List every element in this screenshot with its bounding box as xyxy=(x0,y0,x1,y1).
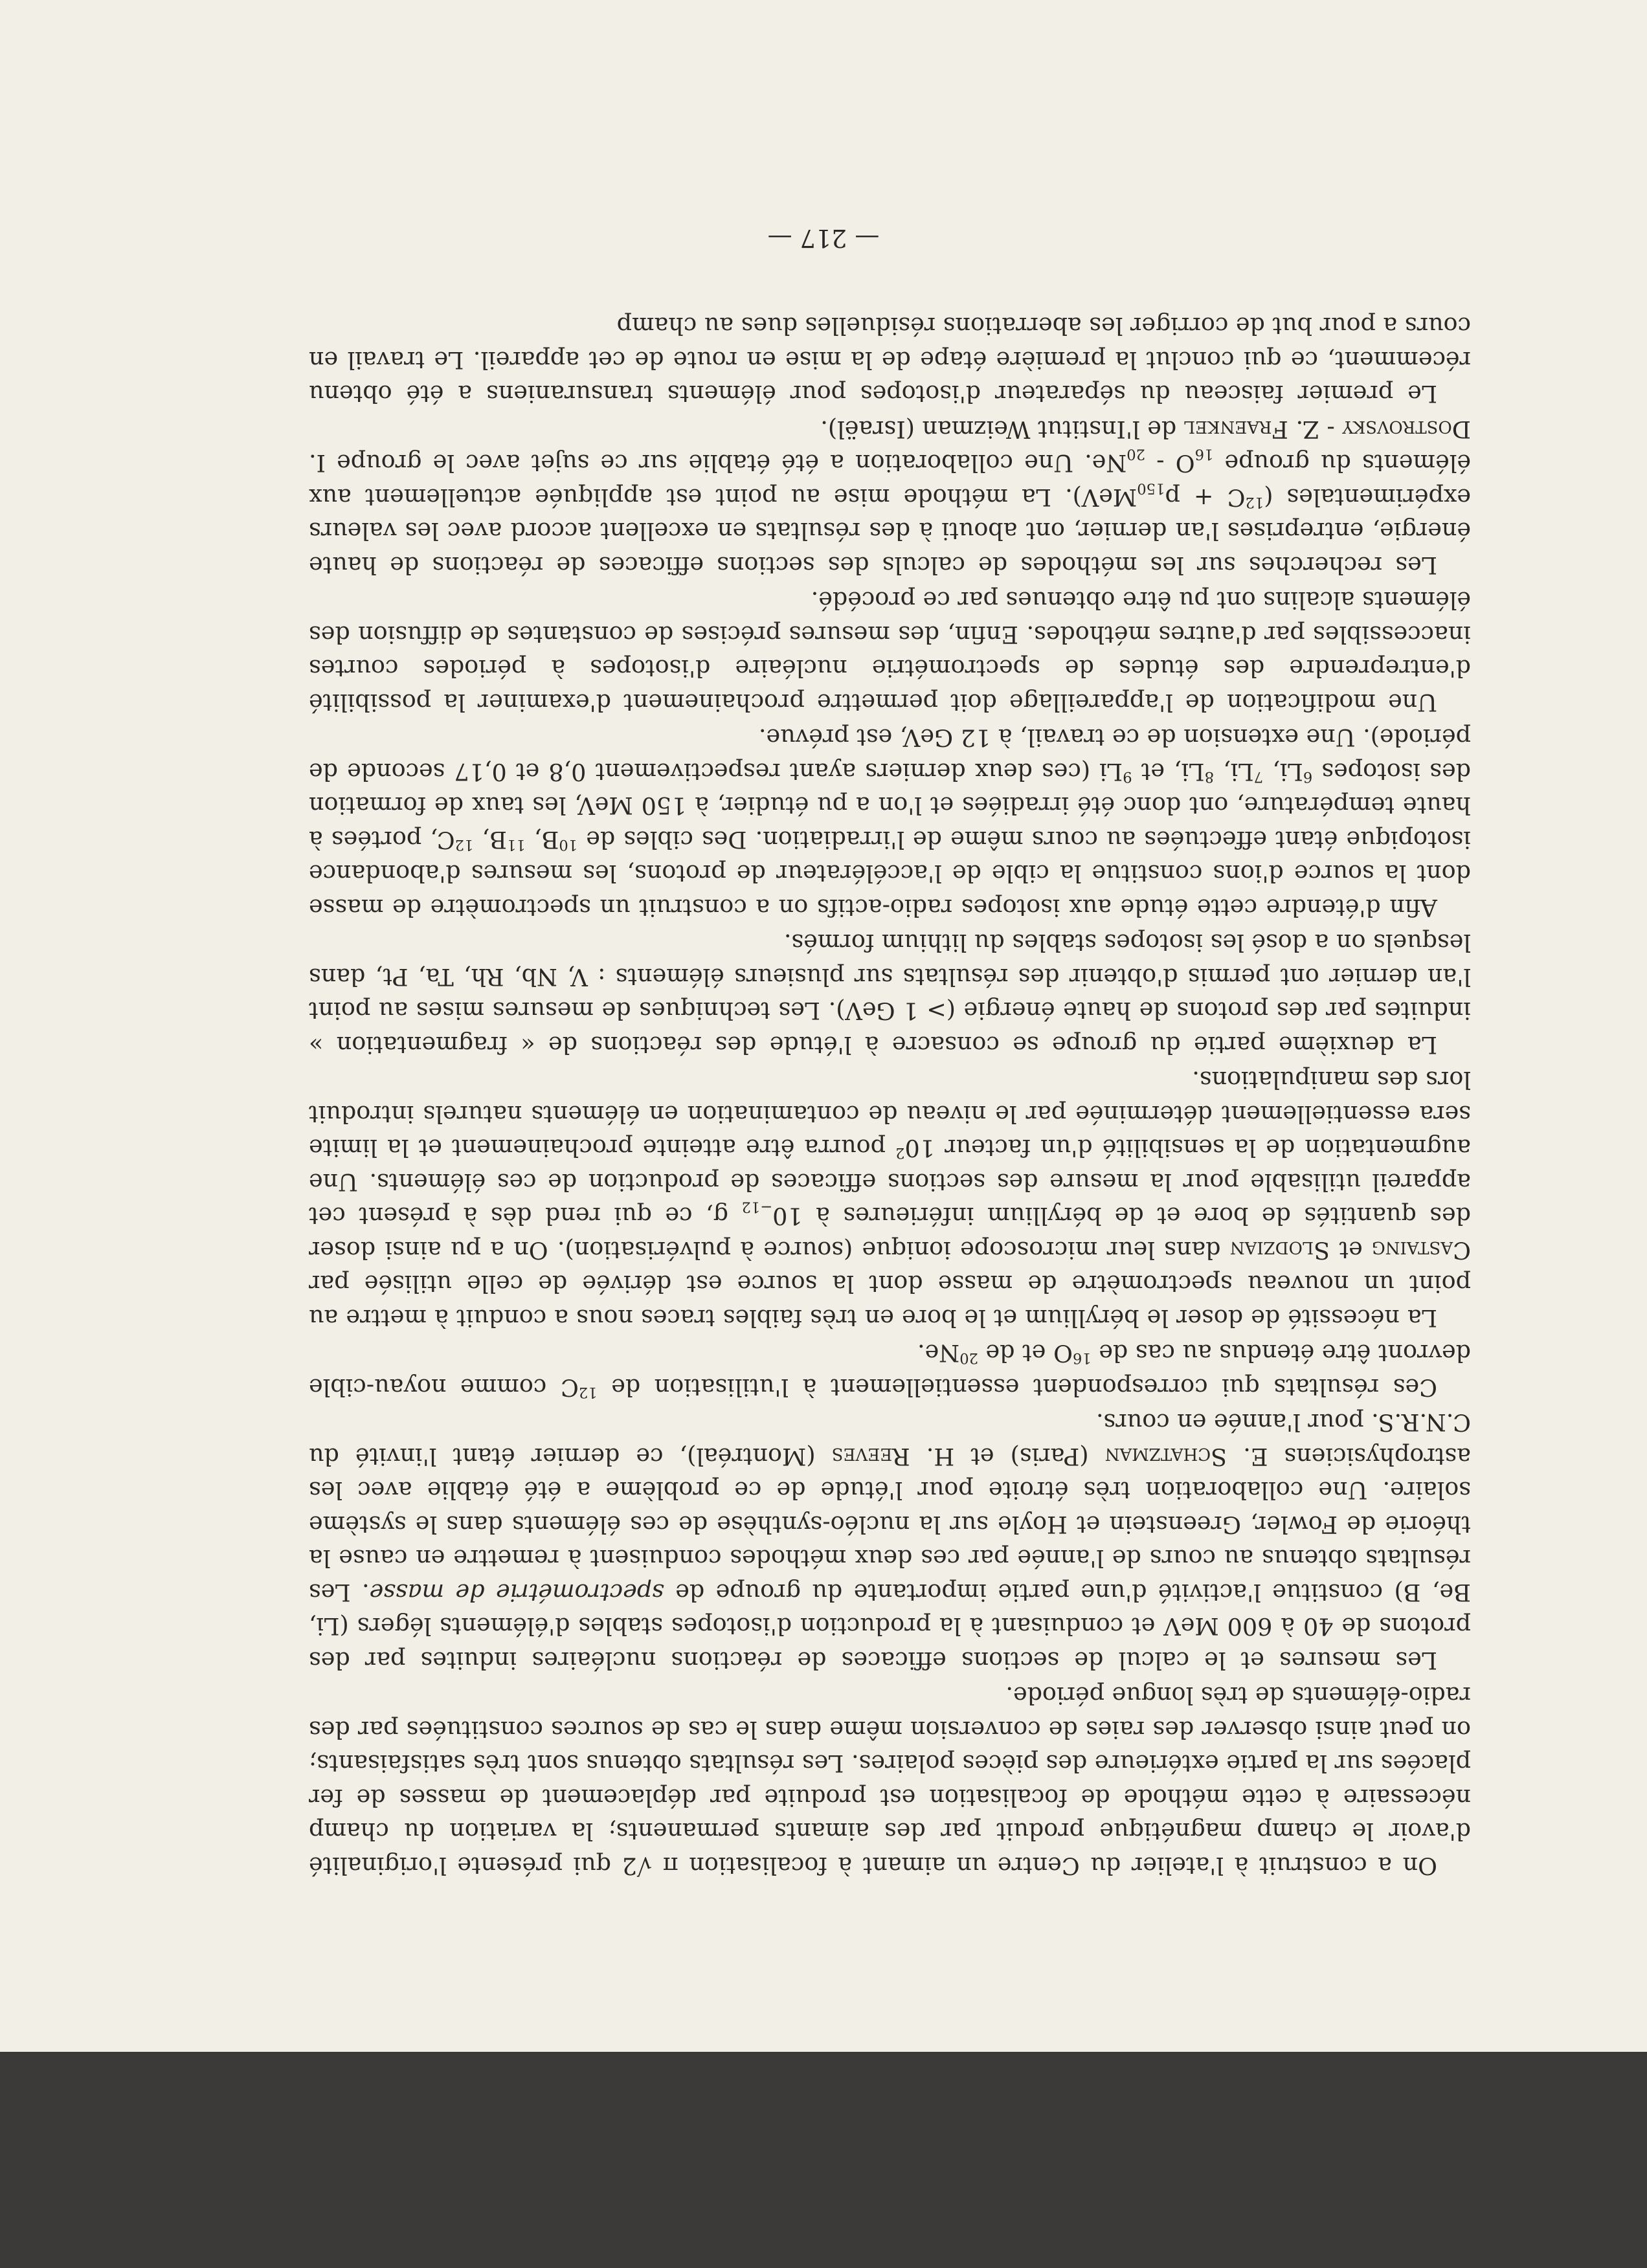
text-run: Une modification de l'appareillage doit permettre prochainement d'examiner la possibilité d'entreprendre des études de spectrométrie nucléaire d'isotopes à périodes courtes inaccessibles par d'autres méthodes. Enfin, des mesures précises de constantes de diffusion des éléments alcalins ont pu être obtenues par ce procédé. xyxy=(309,586,1471,717)
text-run: C + p xyxy=(1165,484,1246,511)
text-run: Ces résultats qui correspondent essentiellement à l'utilisation de xyxy=(597,1373,1437,1401)
text-run: 12 xyxy=(454,836,474,854)
text-run: 20 xyxy=(959,1350,978,1367)
text-run: MeV). La méthode mise au point est appliquée actuellement aux éléments du groupe xyxy=(309,449,1471,511)
text-run: 10 xyxy=(559,836,578,854)
text-run: Li, xyxy=(1263,758,1303,786)
text-run: de l'Institut Weizman (Israël). xyxy=(820,416,1184,443)
text-run: pourra être atteinte prochainement et la limite sera essentiellement déterminée par le niveau de contamination en éléments naturels introduit lors des manipulations. xyxy=(309,1066,1471,1162)
text-run: 20 xyxy=(1126,446,1146,463)
text-run: C, portées à haute température, ont donc été irradiées et l'on a pu étudier, à 150 MeV, les taux de formation des isotopes xyxy=(308,758,1471,854)
text-run: Les mesures et le calcul de sections efficaces de réactions nucléaires induites par des protons de 40 à 600 MeV et conduisant à la production d'isotopes stables d'éléments légers (Li, Be, B) constitue l'activité d'une partie importante du groupe de xyxy=(309,1579,1471,1674)
scanner-background xyxy=(0,2052,1647,2268)
text-run: Slodzian xyxy=(1229,1236,1330,1264)
text-run: Li (ces deux derniers ayant respectivement 0,8 et 0,17 seconde de période). Une extension de ce travail, à 12 GeV, est prévue. xyxy=(308,724,1471,786)
text-run: O - xyxy=(1145,449,1195,478)
page-number: — 217 — xyxy=(767,224,880,252)
text-run: La deuxième partie du groupe se consacre à l'étude des réactions de « fragmentation » induites par des protons de haute énergie (> 1 GeV). Les techniques de mesures mises au point l'an dernier ont permis d'obtenir des résultats sur plusieurs éléments : V, Nb, Rh, Ta, Pt, dans lesquels on a dosé les isotopes stables du lithium formés. xyxy=(309,929,1471,1059)
text-run: Li, et xyxy=(1132,758,1205,786)
text-run: Schatzman xyxy=(1104,1443,1227,1471)
text-run: spectrométrie de masse xyxy=(369,1579,664,1606)
text-run: Li, xyxy=(1214,758,1254,786)
text-run: 16 xyxy=(1194,446,1214,463)
text-run: −12 xyxy=(741,1199,773,1216)
text-run: . Les résultats obtenus au cours de l'année par ces deux méthodes conduisent à remettre en cause la théorie de Fowler, Greenstein et Hoyle sur la nucléo-synthèse de ces éléments dans le système solaire. Une collaboration très étroite pour l'étude de ce problème a été établie avec les astrophysiciens E. xyxy=(309,1443,1471,1606)
text-run: 9 xyxy=(1123,768,1132,786)
paragraph xyxy=(309,1063,1471,1335)
text-run: 7 xyxy=(1253,768,1264,786)
text-run: et xyxy=(1330,1236,1372,1264)
paragraph xyxy=(309,720,1471,924)
text-run: 150 xyxy=(1137,480,1165,497)
text-run: Ne. xyxy=(917,1339,960,1368)
text-run: 6 xyxy=(1303,768,1313,786)
paragraph xyxy=(309,926,1471,1062)
paragraph xyxy=(309,1678,1471,1882)
text-run: C comme noyau-cible devront être étendus au cas de xyxy=(309,1339,1471,1401)
text-run: Fraenkel xyxy=(1183,416,1288,443)
paragraph xyxy=(309,309,1471,411)
text-run: 12 xyxy=(1245,494,1264,511)
text-run: (Montréal), ce dernier étant l'invité du C.N.R.S. pour l'année en cours. xyxy=(308,1408,1471,1471)
text-run: 8 xyxy=(1204,768,1215,786)
text-run: B, xyxy=(473,826,507,854)
paragraph xyxy=(309,412,1471,583)
text-run: dans leur microscope ionique (source à pulvérisation). On a pu ainsi doser des quantités de bore et de béryllium inférieures à 10 xyxy=(309,1202,1471,1264)
text-run: 2 xyxy=(895,1144,905,1162)
text-run: Le premier faisceau du séparateur d'isotopes pour éléments transuraniens a été obtenu récemment, ce qui conclut la première étape de la mise en route de cet appareil. Le travail en cours a pour but de corriger les aberrations résiduelles dues au champ xyxy=(309,312,1471,408)
text-run: Reeves xyxy=(831,1443,910,1471)
text-run: 12 xyxy=(578,1384,598,1401)
page-body xyxy=(309,307,1471,1882)
text-run: Castaing xyxy=(1371,1236,1471,1264)
paragraph xyxy=(309,1405,1471,1677)
text-run: g, ce qui rend dès à présent cet appareil utilisable pour la mesure des sections efficaces de production de ces éléments. Une augmentation de la sensibilité d'un facteur 10 xyxy=(309,1134,1471,1230)
text-run: B, xyxy=(525,826,559,854)
text-run: Ne. Une collaboration a été établie sur ce sujet avec le groupe I. xyxy=(309,449,1127,478)
text-run: Les recherches sur les méthodes de calculs des sections efficaces de réactions de haute énergie, entreprises l'an dernier, ont abouti à des résultats en excellent accord avec les valeurs expérimentales ( xyxy=(309,484,1471,579)
text-run: (Paris) et H. xyxy=(910,1443,1105,1471)
text-run: La nécessité de doser le béryllium et le bore en très faibles traces nous a conduit à mettre au point un nouveau spectromètre de masse dont la source est dérivée de celle utilisée par xyxy=(309,1270,1471,1332)
text-run: 11 xyxy=(506,836,526,854)
text-run: 16 xyxy=(1072,1350,1092,1367)
text-run: On a construit à l'atelier du Centre un aimant à focalisation π √2 qui présente l'originalité d'avoir le champ magnétique produit par des aimants permanents; la variation du champ nécessaire à cette méthode de focalisation est produite par déplacement de masses de fer placées sur la partie extérieure des pièces polaires. Les résultats obtenus sont très satisfaisants; on peut ainsi observer des raies de conversion même dans le cas de sources constituées par des radio-éléments de très longue période. xyxy=(309,1682,1471,1880)
text-run: Dostrovsky xyxy=(1342,416,1471,443)
text-run: Afin d'étendre cette étude aux isotopes radio-actifs on a construit un spectromètre de masse dont la source d'ions constitue la cible de l'accélérateur de protons, les mesures d'abondance isotopique étant effectuées au cours même de l'irradiation. Des cibles de xyxy=(309,826,1471,922)
text-run: - Z. xyxy=(1288,416,1343,443)
text-run: O et de xyxy=(978,1339,1073,1368)
paragraph xyxy=(309,1336,1471,1404)
paragraph xyxy=(309,583,1471,719)
